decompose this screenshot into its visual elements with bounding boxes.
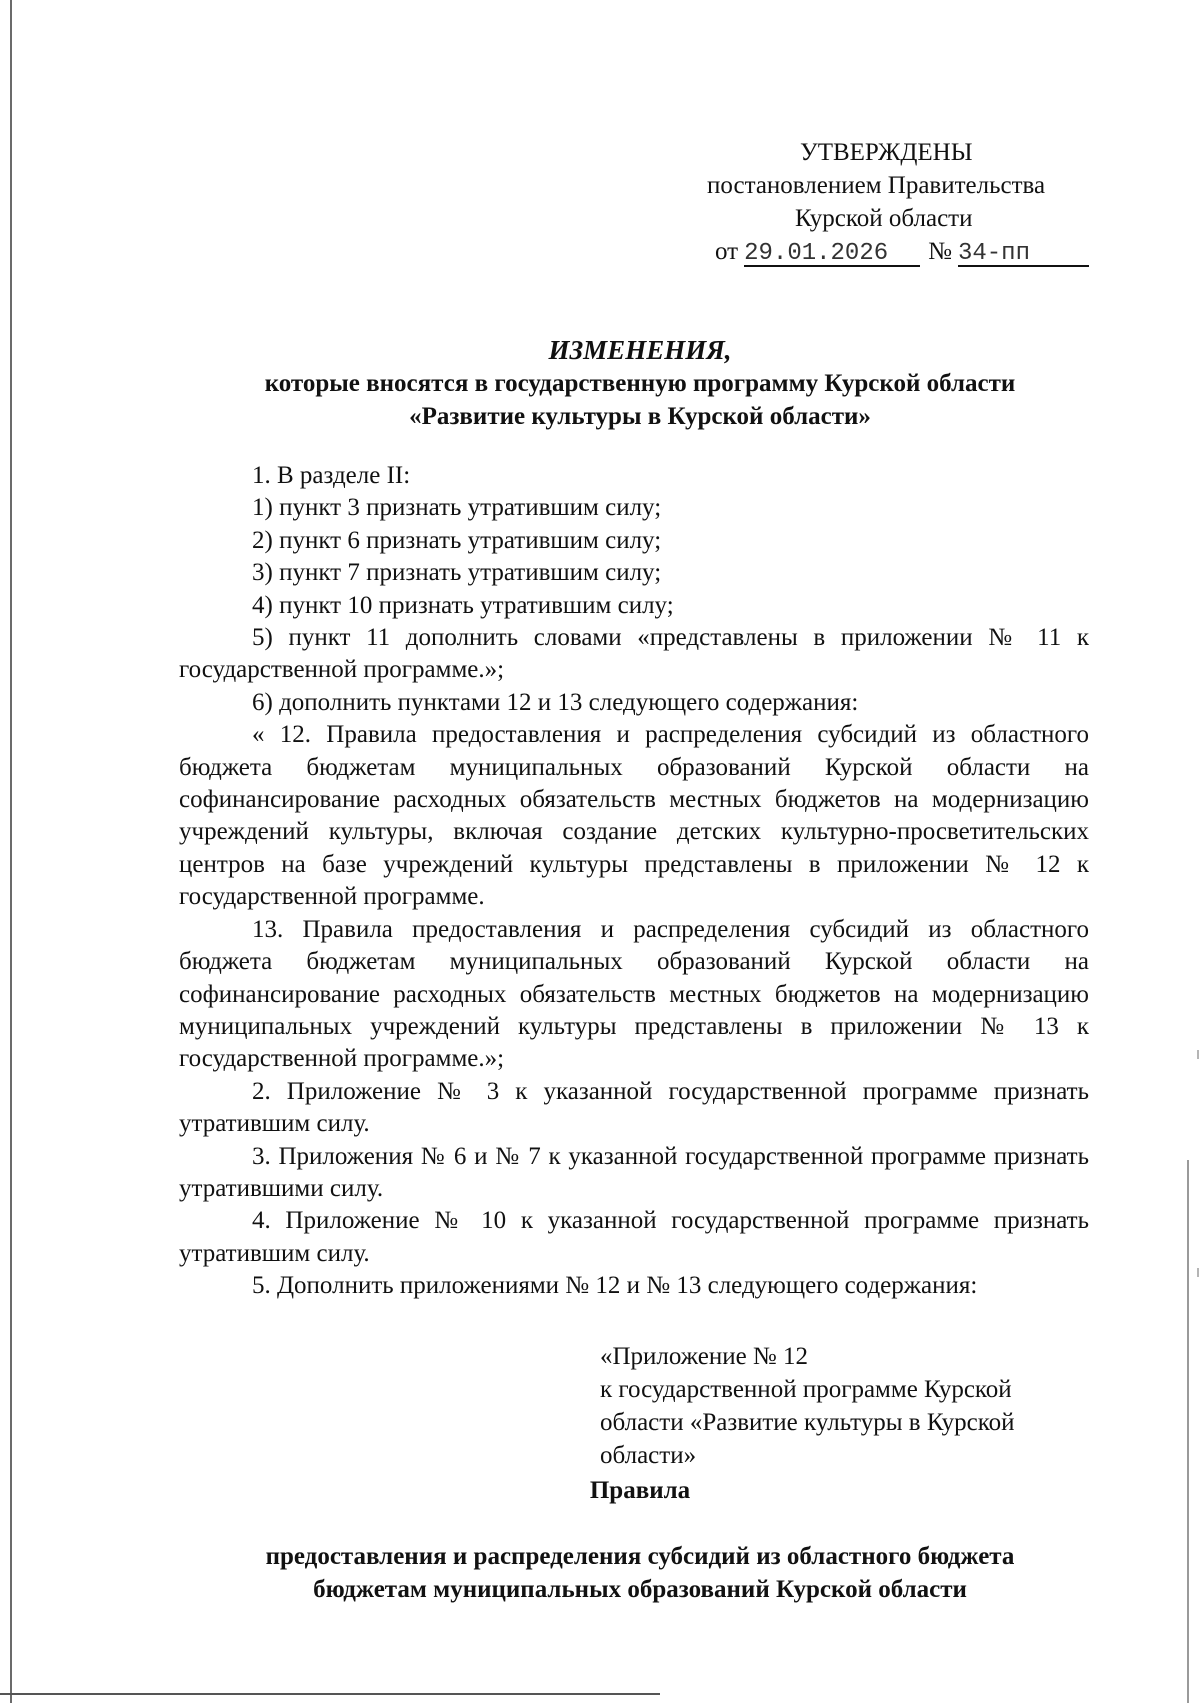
- paragraph: 4. Приложение № 10 к указанной государственной программе признать утратившим силу.: [179, 1207, 1089, 1267]
- appendix-header: [600, 1340, 1100, 1472]
- date-field: [744, 235, 920, 267]
- document-subtitle: которые вносятся в государственную программу Курской области: [264, 370, 1016, 397]
- document-body: [179, 460, 1089, 1303]
- paragraph: 2. Приложение № 3 к указанной государственной программе признать утратившим силу.: [179, 1077, 1089, 1138]
- paragraph: 3. Приложения № 6 и № 7 к указанной государственной программе признать утратившими силу.: [179, 1142, 1089, 1202]
- scan-speck: [1197, 1050, 1199, 1059]
- paragraph: 1. В разделе II:: [252, 462, 411, 489]
- scan-speck: [1197, 1268, 1199, 1277]
- scan-edge-bottom: [0, 1693, 660, 1695]
- paragraph: « 12. Правила предоставления и распределения субсидий из областного бюджета бюджетам муниципальных образований Курской области на софинансирование расходных обязательств местных бюджетов на модернизацию учреждений культуры, включая создание детских культурно-просветительских центров на базе учреждений культуры представлены в приложении № 12 к государственной программе.: [179, 721, 1089, 911]
- date-prefix: от: [715, 238, 739, 265]
- approval-title: УТВЕРЖДЕНЫ: [800, 139, 973, 166]
- rules-subtitle: предоставления и распределения субсидий из областного бюджета: [265, 1543, 1015, 1570]
- paragraph: 6) дополнить пунктами 12 и 13 следующего содержания:: [252, 688, 859, 716]
- rules-title: Правила: [589, 1477, 691, 1504]
- number-value: 34-пп: [957, 240, 1030, 267]
- paragraph: 1) пункт 3 признать утратившим силу;: [252, 494, 662, 522]
- date-value: 29.01.2026: [744, 240, 889, 267]
- program-name: «Развитие культуры в Курской области»: [409, 403, 871, 430]
- approval-block: [700, 136, 1100, 268]
- appendix-line: области «Развитие культуры в Курской: [600, 1409, 1015, 1436]
- rules-subtitle: бюджетам муниципальных образований Курской области: [313, 1576, 967, 1603]
- paragraph: 2) пункт 6 признать утратившим силу;: [252, 526, 662, 554]
- paragraph: 13. Правила предоставления и распределения субсидий из областного бюджета бюджетам муниципальных образований Курской области на софинансирование расходных обязательств местных бюджетов на модернизацию муниципальных учреждений культуры представлены в приложении № 13 к государственной программе.»;: [179, 915, 1089, 1073]
- number-field: [958, 235, 1089, 267]
- approval-date-row: [700, 235, 1100, 268]
- paragraph: 4) пункт 10 признать утратившим силу;: [252, 591, 674, 619]
- approval-line: постановлением Правительства: [707, 172, 1046, 199]
- paragraph: 5. Дополнить приложениями № 12 и № 13 следующего содержания:: [252, 1272, 978, 1300]
- appendix-line: области»: [600, 1442, 697, 1469]
- document-title: ИЗМЕНЕНИЯ,: [548, 335, 732, 365]
- appendix-line: к государственной программе Курской: [600, 1376, 1012, 1403]
- paragraph: 5) пункт 11 дополнить словами «представлены в приложении № 11 к государственной программе.»;: [179, 624, 1089, 684]
- approval-line: Курской области: [795, 205, 973, 232]
- number-sign: №: [928, 238, 952, 265]
- appendix-line: «Приложение № 12: [600, 1343, 809, 1370]
- scan-edge-left: [10, 0, 12, 1703]
- paragraph: 3) пункт 7 признать утратившим силу;: [252, 559, 662, 587]
- scan-edge-right: [1187, 1160, 1189, 1703]
